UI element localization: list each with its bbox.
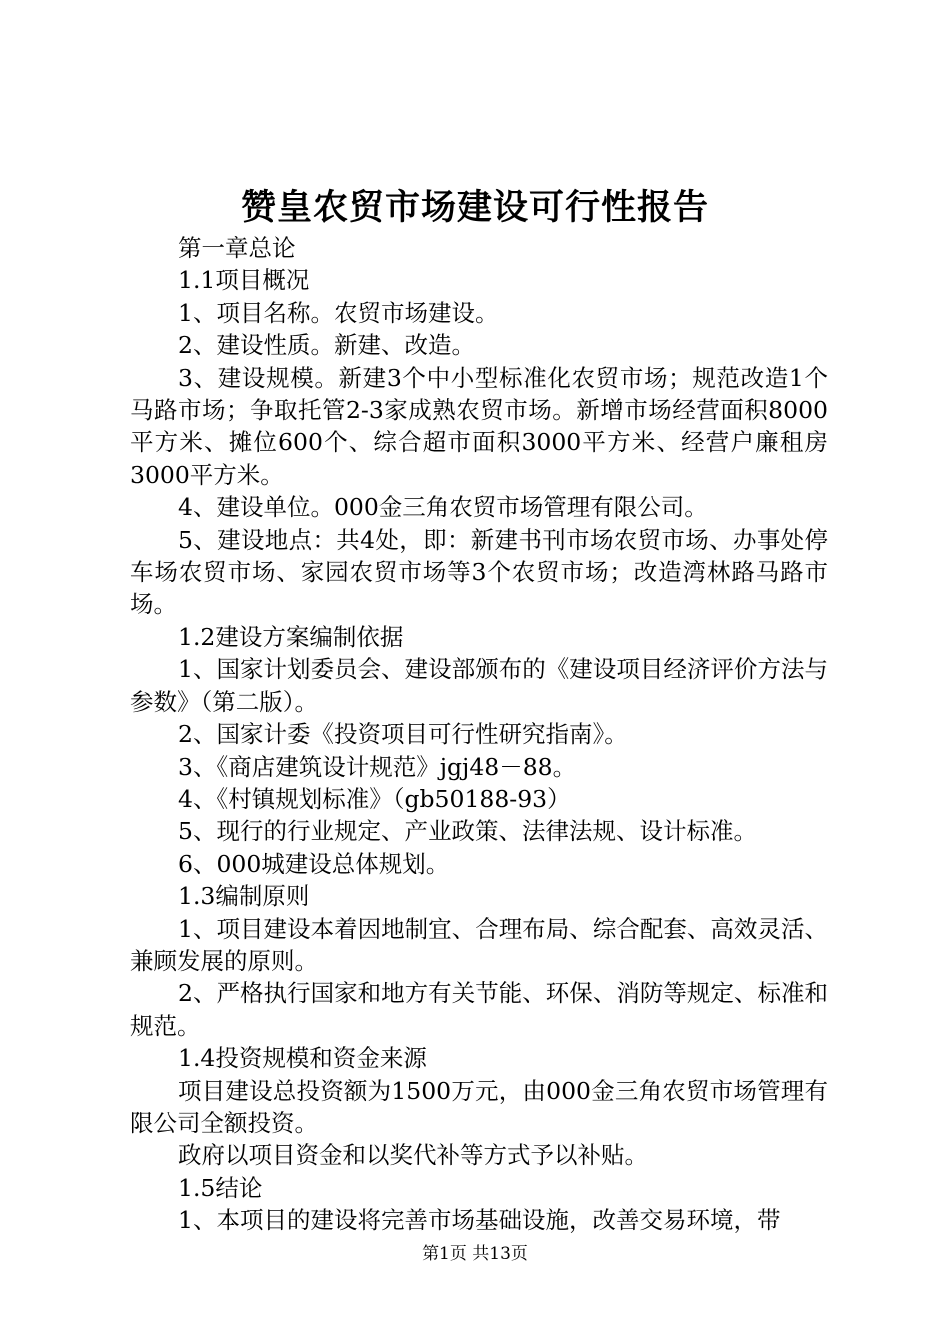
paragraph: 1、项目名称。农贸市场建设。 bbox=[178, 298, 499, 327]
paragraph: 政府以项目资金和以奖代补等方式予以补贴。 bbox=[178, 1141, 648, 1170]
document-body bbox=[130, 232, 828, 1237]
section-heading: 1.2建设方案编制依据 bbox=[178, 622, 404, 651]
paragraph: 4、《村镇规划标准》（gb50188-93） bbox=[178, 784, 571, 813]
section-heading: 1.4投资规模和资金来源 bbox=[178, 1044, 427, 1073]
paragraph: 5、现行的行业规定、产业政策、法律法规、设计标准。 bbox=[178, 817, 757, 846]
paragraph: 4、建设单位。000金三角农贸市场管理有限公司。 bbox=[178, 493, 708, 522]
paragraph: 2、严格执行国家和地方有关节能、环保、消防等规定、标准和规范。 bbox=[130, 979, 828, 1040]
paragraph: 1、项目建设本着因地制宜、合理布局、综合配套、高效灵活、兼顾发展的原则。 bbox=[130, 914, 828, 975]
document-title: 赞皇农贸市场建设可行性报告 bbox=[240, 187, 709, 228]
section-heading: 1.1项目概况 bbox=[178, 266, 310, 295]
page-footer: 第1页 共13页 bbox=[422, 1244, 528, 1264]
paragraph: 2、国家计委《投资项目可行性研究指南》。 bbox=[178, 720, 628, 749]
paragraph: 3、《商店建筑设计规范》jgj48－88。 bbox=[178, 752, 577, 781]
paragraph: 1、本项目的建设将完善市场基础设施，改善交易环境，带 bbox=[178, 1206, 781, 1235]
paragraph: 3、建设规模。新建3个中小型标准化农贸市场；规范改造1个马路市场；争取托管2-3家成熟农贸市场。新增市场经营面积8000平方米、摊位600个、综合超市面积3000平方米、经营户廉租房3000平方米。 bbox=[130, 363, 828, 489]
paragraph: 5、建设地点：共4处，即：新建书刊市场农贸市场、办事处停车场农贸市场、家园农贸市场等3个农贸市场；改造湾林路马路市场。 bbox=[130, 525, 828, 619]
chapter-heading: 第一章总论 bbox=[178, 234, 296, 262]
paragraph: 项目建设总投资额为1500万元，由000金三角农贸市场管理有限公司全额投资。 bbox=[130, 1076, 828, 1137]
paragraph: 6、000城建设总体规划。 bbox=[178, 849, 450, 878]
paragraph: 1、国家计划委员会、建设部颁布的《建设项目经济评价方法与参数》（第二版）。 bbox=[130, 655, 828, 716]
paragraph: 2、建设性质。新建、改造。 bbox=[178, 331, 475, 360]
section-heading: 1.3编制原则 bbox=[178, 882, 310, 911]
section-heading: 1.5结论 bbox=[178, 1173, 263, 1202]
